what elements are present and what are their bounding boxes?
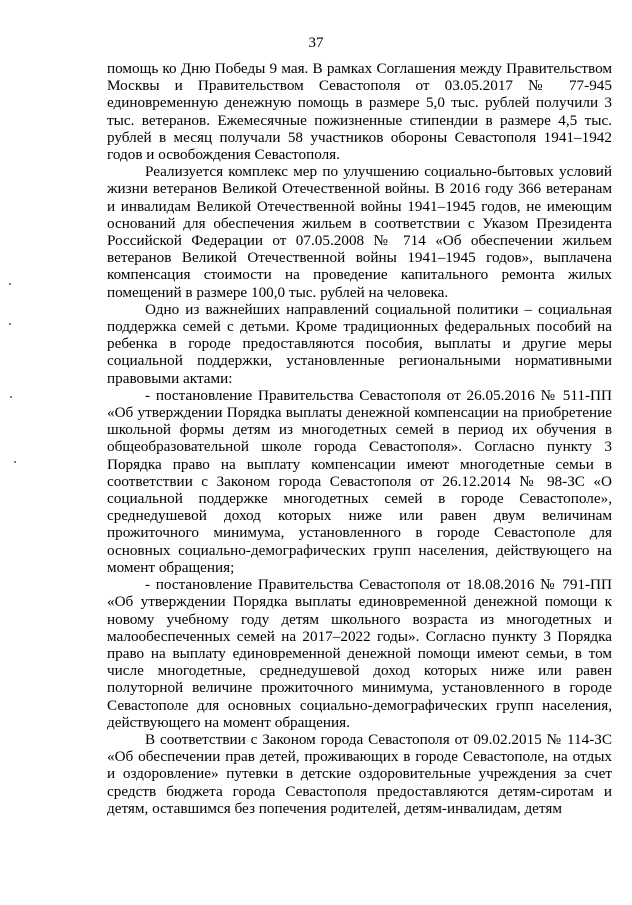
document-body [107,60,612,817]
scan-speck [9,283,11,285]
scan-speck [9,323,11,325]
paragraph-victory-day-aid: помощь ко Дню Победы 9 мая. В рамках Соглашения между Правительством Москвы и Правительством Севастополя от 03.05.2017 № 77-945 единовременную денежную помощь в размере 5,0 тыс. рублей получили 3 тыс. ветеранов. Ежемесячные пожизненные стипендии в размере 4,5 тыс. рублей в месяц получали 58 участников обороны Севастополя 1941–1942 годов и освобождения Севастополя. [107,60,612,164]
paragraph-family-support: Одно из важнейших направлений социальной политики – социальная поддержка семей с детьми. Кроме традиционных федеральных пособий на ребенка в городе предоставляются пособия, выплаты и другие меры социальной поддержки, установленные региональными нормативными правовыми актами: [107,300,612,387]
page-number: 37 [308,35,324,51]
list-item-resolution-791: - постановление Правительства Севастополя от 18.08.2016 № 791-ПП «Об утверждении Порядка выплаты единовременной денежной помощи к новому учебному году детям школьного возраста из многодетных и малообеспеченных семей на 2017–2022 годы». Согласно пункту 3 Порядка право на выплату единовременной денежной помощи имеют семьи, в том числе многодетные, среднедушевой доход которых ниже или равен полуторной величине прожиточного минимума, установленного в городе Севастополе для основных социально-демографических групп населения, действующего на момент обращения. [107,576,612,731]
list-item-resolution-511: - постановление Правительства Севастополя от 26.05.2016 № 511-ПП «Об утверждении Порядка выплаты денежной компенсации на приобретение школьной формы детям из многодетных семей в период их обучения в общеобразовательной школе города Севастополя». Согласно пункту 3 Порядка право на выплату компенсации имеют многодетные семьи в соответствии с Законом города Севастополя от 26.12.2014 № 98-ЗС «О социальной поддержке многодетных семей в городе Севастополе», среднедушевой доход которых ниже или равен двум величинам прожиточного минимума, установленного в городе Севастополе для основных социально-демографических групп населения, действующего на момент обращения; [107,386,612,576]
scan-speck [10,396,12,398]
paragraph-children-recreation-law: В соответствии с Законом города Севастополя от 09.02.2015 № 114-ЗС «Об обеспечении прав детей, проживающих в городе Севастополе, на отдых и оздоровление» путевки в детские оздоровительные учреждения за счет средств бюджета города Севастополя предоставляются детям-сиротам и детям, оставшимся без попечения родителей, детям-инвалидам, детям [107,730,612,817]
paragraph-veterans-living-conditions: Реализуется комплекс мер по улучшению социально-бытовых условий жизни ветеранов Великой Отечественной войны. В 2016 году 366 ветеранам и инвалидам Великой Отечественной войны 1941–1945 годов, не имеющим оснований для обеспечения жильем в соответствии с Указом Президента Российской Федерации от 07.05.2008 № 714 «Об обеспечении жильем ветеранов Великой Отечественной войны 1941–1945 годов», выплачена компенсация стоимости на проведение капитального ремонта жилых помещений в размере 100,0 тыс. рублей на человека. [107,163,612,301]
scan-speck [14,461,16,463]
